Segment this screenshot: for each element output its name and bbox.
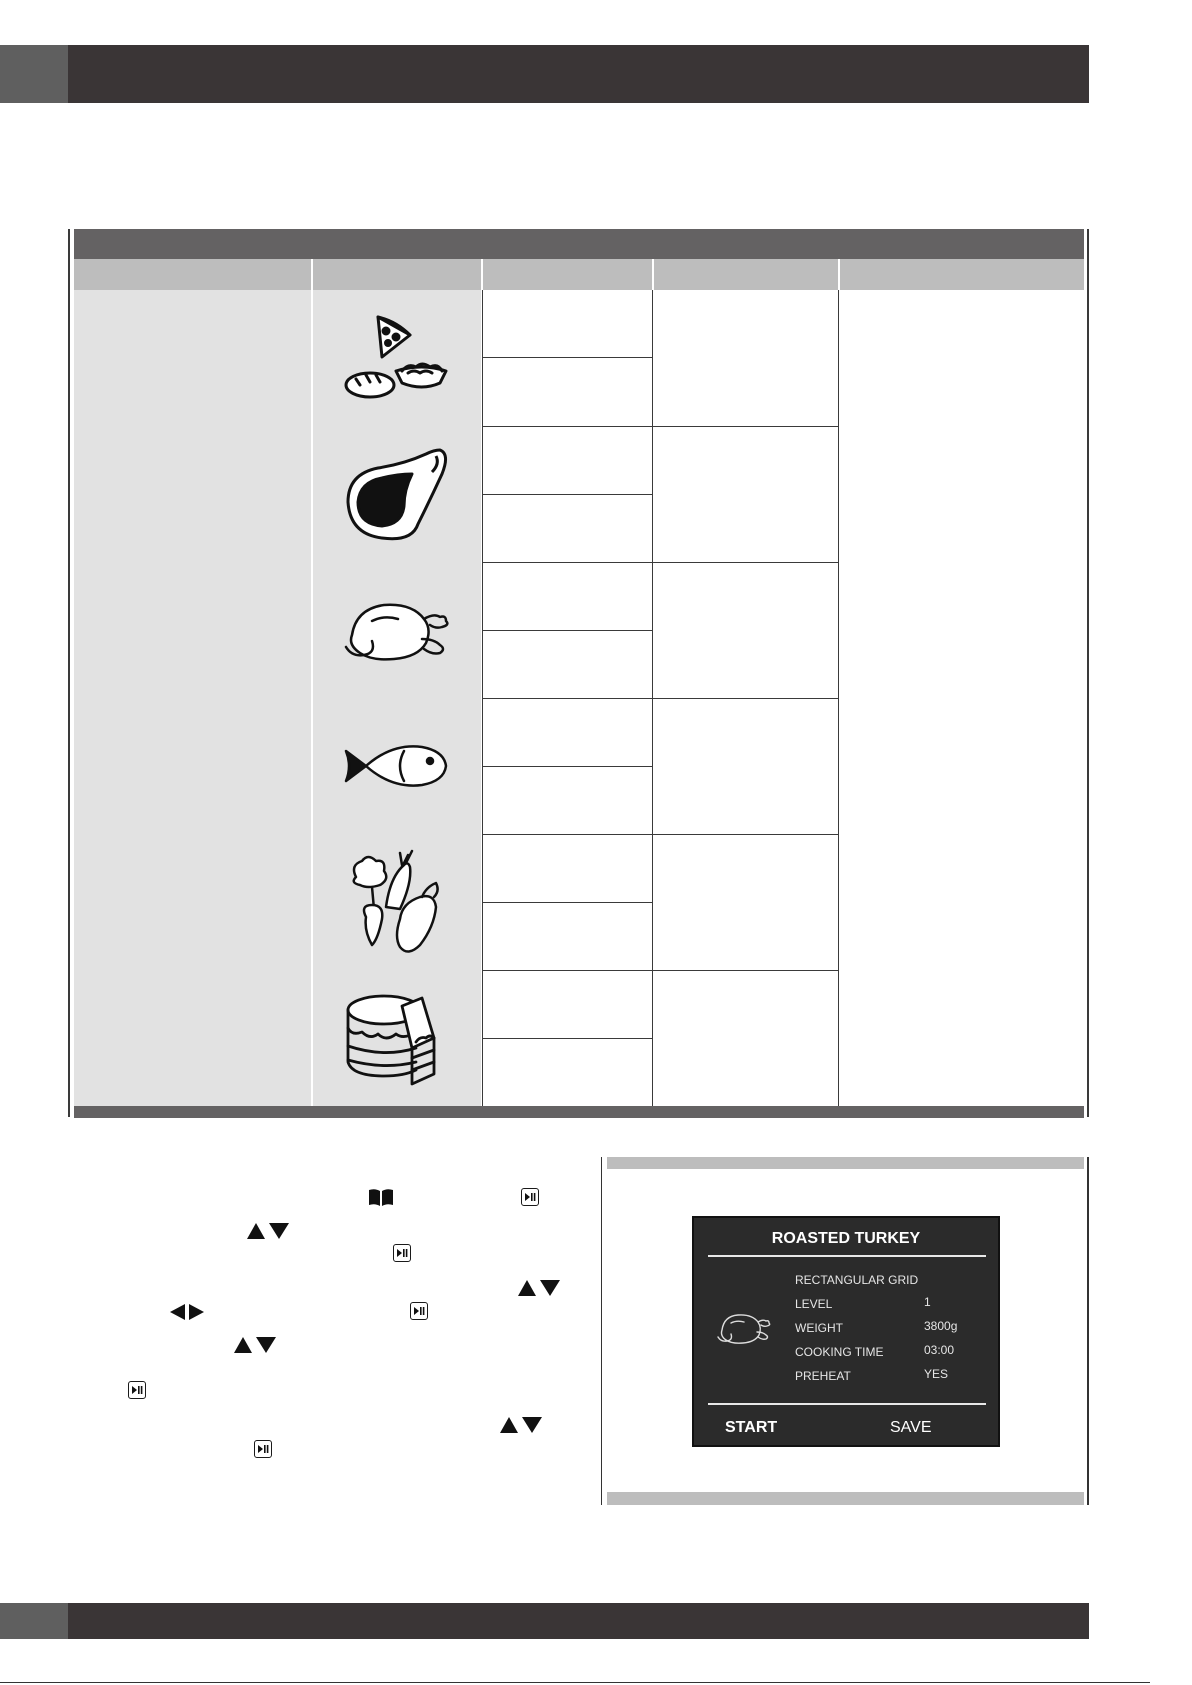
divider bbox=[483, 698, 838, 699]
category-icon-cell bbox=[313, 698, 481, 834]
play-pause-icon bbox=[521, 1188, 539, 1206]
display-row-value: YES bbox=[924, 1367, 949, 1381]
divider bbox=[483, 970, 838, 971]
divider bbox=[483, 766, 652, 767]
up-down-arrows-icon bbox=[233, 1336, 277, 1359]
start-button[interactable]: START bbox=[725, 1419, 778, 1436]
category-icon-cell bbox=[313, 834, 481, 970]
play-pause-icon bbox=[410, 1302, 428, 1320]
display-divider-bottom bbox=[708, 1403, 986, 1405]
display-row-label: PREHEAT bbox=[795, 1369, 851, 1383]
table-header-col-4 bbox=[654, 259, 838, 290]
category-column bbox=[74, 290, 311, 1106]
vegetables-icon bbox=[342, 847, 452, 957]
category-icon-cell bbox=[313, 290, 481, 426]
divider bbox=[838, 290, 839, 1106]
oven-display-screen bbox=[692, 1216, 1000, 1447]
divider bbox=[483, 902, 652, 903]
category-icon-cell bbox=[313, 970, 481, 1106]
table-frame-left bbox=[68, 229, 70, 1117]
poultry-icon bbox=[342, 595, 452, 665]
divider bbox=[483, 834, 838, 835]
footer-bar bbox=[68, 1603, 1089, 1639]
play-pause-icon bbox=[393, 1244, 411, 1262]
table-header-col-1 bbox=[74, 259, 311, 290]
page-bottom-rule bbox=[0, 1682, 1150, 1683]
display-divider-top bbox=[708, 1255, 986, 1257]
panel-frame-right bbox=[1087, 1157, 1089, 1505]
header-bar bbox=[68, 45, 1089, 103]
display-row-value: 03:00 bbox=[924, 1343, 955, 1357]
header-tab bbox=[0, 45, 68, 103]
panel-bottom-bar bbox=[607, 1492, 1084, 1505]
pizza-bread-pasta-icon bbox=[342, 313, 452, 403]
footer-tab bbox=[0, 1603, 68, 1639]
table-title-bar bbox=[74, 229, 1084, 259]
fish-icon bbox=[342, 741, 452, 791]
cake-dessert-icon bbox=[342, 988, 452, 1088]
divider bbox=[483, 357, 652, 358]
category-icon-cell bbox=[313, 426, 481, 562]
divider bbox=[483, 1038, 652, 1039]
category-icon-cell bbox=[313, 562, 481, 698]
display-title: ROASTED TURKEY bbox=[771, 1230, 921, 1247]
panel-frame-left bbox=[601, 1157, 602, 1505]
display-row-label: LEVEL bbox=[795, 1297, 833, 1311]
up-down-arrows-icon bbox=[517, 1279, 561, 1302]
display-row-label: RECTANGULAR GRID bbox=[795, 1273, 919, 1287]
play-pause-icon bbox=[128, 1381, 146, 1399]
play-pause-icon bbox=[254, 1440, 272, 1458]
table-header-col-5 bbox=[840, 259, 1084, 290]
save-button[interactable]: SAVE bbox=[890, 1419, 932, 1436]
table-header-col-3 bbox=[483, 259, 652, 290]
divider bbox=[483, 426, 838, 427]
divider bbox=[483, 562, 838, 563]
recipe-book-icon bbox=[368, 1187, 394, 1212]
display-row-value: 1 bbox=[924, 1295, 931, 1309]
display-row-label: COOKING TIME bbox=[795, 1345, 884, 1359]
up-down-arrows-icon bbox=[246, 1222, 290, 1245]
meat-steak-icon bbox=[342, 444, 452, 544]
table-header-col-2 bbox=[313, 259, 481, 290]
turkey-icon bbox=[716, 1310, 772, 1351]
panel-top-bar bbox=[607, 1157, 1084, 1169]
up-down-arrows-icon bbox=[499, 1416, 543, 1439]
display-row-value: 3800g bbox=[924, 1319, 958, 1333]
left-right-arrows-icon bbox=[168, 1303, 206, 1326]
table-frame-right bbox=[1087, 229, 1089, 1117]
table-bottom-bar bbox=[74, 1106, 1084, 1118]
display-row-label: WEIGHT bbox=[795, 1321, 843, 1335]
divider bbox=[483, 494, 652, 495]
divider bbox=[483, 630, 652, 631]
